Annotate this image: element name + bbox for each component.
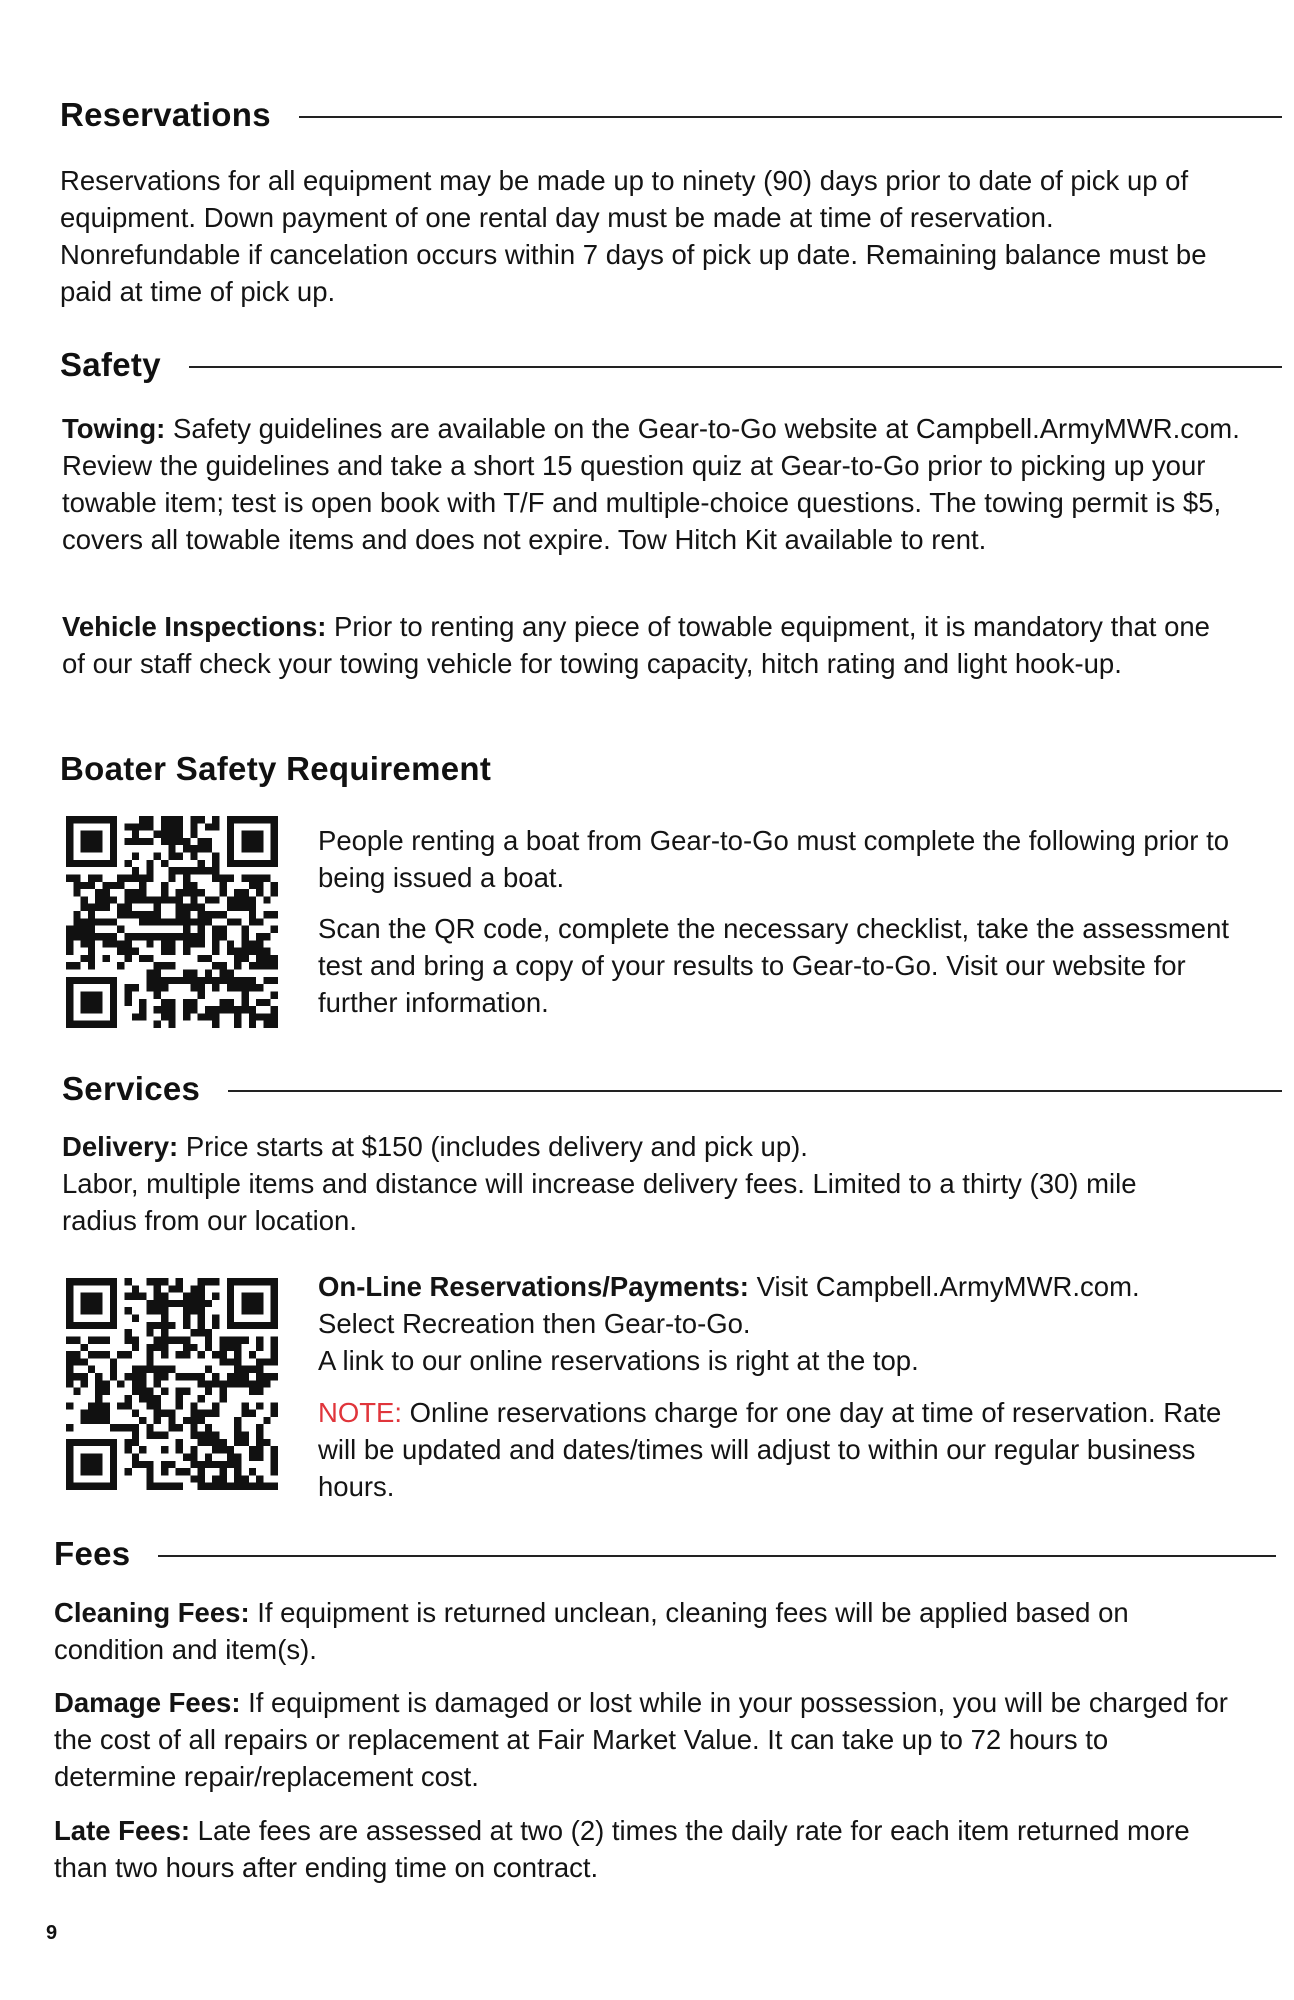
fees-heading: Fees	[54, 1535, 131, 1572]
towing-text: Safety guidelines are available on the Gear-to-Go website at Campbell.ArmyMWR.com. Review the guidelines and take a short 15 question quiz at Gear-to-Go prior to picking up your towable item; test is open book with T/F and multiple-choice questions. The towing permit is $5, covers all towable items and does not expire. Tow Hitch Kit available to rent.	[62, 413, 1240, 555]
inspections-text: Prior to renting any piece of towable equipment, it is mandatory that one of our staff check your towing vehicle for towing capacity, hitch rating and light hook-up.	[62, 611, 1210, 679]
reservations-heading-row	[60, 96, 1282, 134]
section-divider	[228, 1090, 1282, 1092]
reservations-body: Reservations for all equipment may be made up to ninety (90) days prior to date of pick up of equipment. Down payment of one rental day must be made at time of reservation. Nonrefundable if cancelation occurs within 7 days of pick up date. Remaining balance must be paid at time of pick up.	[60, 165, 1207, 307]
qr-code-icon	[66, 816, 278, 1028]
delivery-text-2: Labor, multiple items and distance will increase delivery fees. Limited to a thirty (30) mile radius from our location.	[62, 1168, 1137, 1236]
boater-heading-row	[60, 750, 960, 788]
note-label: NOTE:	[318, 1397, 403, 1428]
cleaning-paragraph	[54, 1594, 1204, 1668]
boater-line1: People renting a boat from Gear-to-Go must complete the following prior to being issued a boat.	[318, 825, 1230, 893]
online-label: On-Line Reservations/Payments:	[318, 1271, 749, 1302]
boater-line2: Scan the QR code, complete the necessary checklist, take the assessment test and bring a copy of your results to Gear-to-Go. Visit our website for further information.	[318, 913, 1230, 1018]
towing-paragraph	[62, 410, 1242, 558]
damage-label: Damage Fees:	[54, 1687, 241, 1718]
damage-paragraph	[54, 1684, 1234, 1795]
reservations-heading: Reservations	[60, 96, 271, 133]
delivery-label: Delivery:	[62, 1131, 179, 1162]
fees-heading-row	[54, 1535, 1276, 1573]
towing-label: Towing:	[62, 413, 166, 444]
cleaning-text: If equipment is returned unclean, cleaning fees will be applied based on condition and item(s).	[54, 1597, 1129, 1665]
note-text: Online reservations charge for one day at time of reservation. Rate will be updated and dates/times will adjust to within our regular business hours.	[318, 1397, 1222, 1502]
late-paragraph	[54, 1812, 1234, 1886]
online-text-2: Select Recreation then Gear-to-Go.	[318, 1308, 751, 1339]
section-divider	[158, 1555, 1276, 1557]
services-heading: Services	[62, 1070, 201, 1107]
boater-heading: Boater Safety Requirement	[60, 750, 492, 787]
section-divider	[299, 116, 1282, 118]
safety-heading: Safety	[60, 346, 161, 383]
inspections-paragraph	[62, 608, 1212, 682]
safety-heading-row	[60, 346, 1282, 384]
delivery-text: Price starts at $150 (includes delivery and pick up).	[178, 1131, 808, 1162]
section-divider	[189, 366, 1282, 368]
note-paragraph	[318, 1394, 1258, 1505]
online-paragraph	[318, 1268, 1258, 1379]
cleaning-label: Cleaning Fees:	[54, 1597, 250, 1628]
services-heading-row	[62, 1070, 1282, 1108]
page-number: 9	[46, 1922, 58, 1944]
online-text: Visit Campbell.ArmyMWR.com.	[748, 1271, 1140, 1302]
inspections-label: Vehicle Inspections:	[62, 611, 327, 642]
delivery-paragraph	[62, 1128, 1212, 1239]
online-text-3: A link to our online reservations is right at the top.	[318, 1345, 919, 1376]
damage-text: If equipment is damaged or lost while in your possession, you will be charged for the cost of all repairs or replacement at Fair Market Value. It can take up to 72 hours to determine repair/replacement cost.	[54, 1687, 1228, 1792]
qr-code-icon	[66, 1278, 278, 1490]
late-text: Late fees are assessed at two (2) times the daily rate for each item returned more than two hours after ending time on contract.	[54, 1815, 1190, 1883]
late-label: Late Fees:	[54, 1815, 191, 1846]
